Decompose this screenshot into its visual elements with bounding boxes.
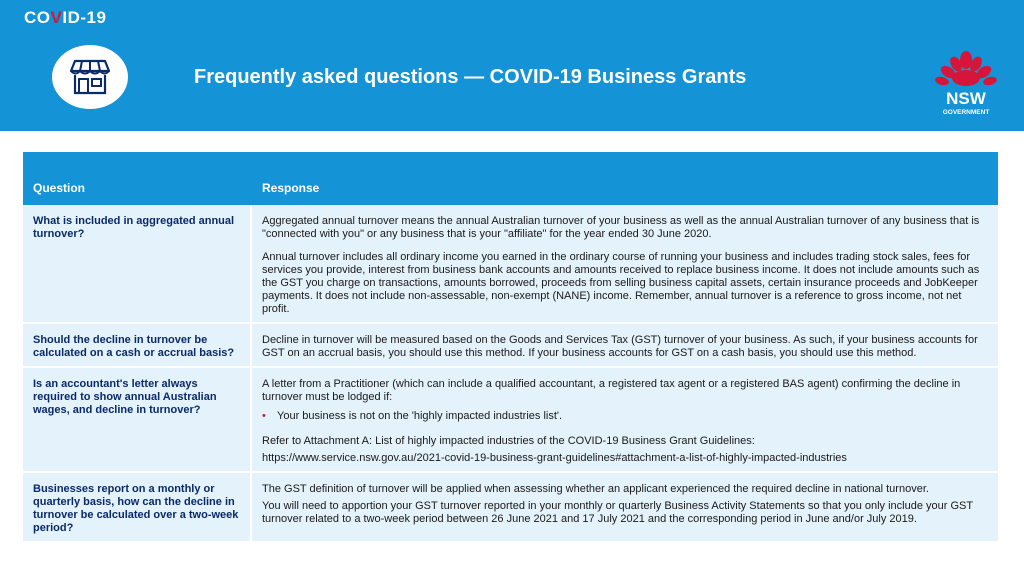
storefront-icon [52,45,128,109]
response-paragraph: Refer to Attachment A: List of highly impacted industries of the COVID-19 Business Grant Guidelines: [262,435,755,447]
table-row [23,473,998,543]
table-row [23,205,998,324]
bullet-icon: • [262,410,266,422]
question-cell: What is included in aggregated annual turnover? [23,205,252,322]
response-paragraph: Aggregated annual turnover means the annual Australian turnover of your business as well as the annual Australian turnover of any business that is "connected with you" or any business that is your "affiliate" for the year ended 30 June 2020. [262,215,980,240]
response-cell [252,368,998,471]
response-paragraph: Annual turnover includes all ordinary income you earned in the ordinary course of running your business and includes trading stock sales, fees for services you provide, interest from business bank accounts and amounts received to replace business income. It does not include amounts such as the GST you charge on transactions, amounts borrowed, proceeds from selling business capital assets, certain insurance proceeds and JobKeeper payments. It does not include non-assessable, non-exempt (NANE) income. Remember, annual turnover is a reference to gross income, not net profit. [262,251,980,315]
column-header-question: Question [33,181,86,195]
table-header [23,152,998,205]
column-header-response: Response [262,181,320,195]
page-header [0,0,1024,131]
faq-table [23,152,998,543]
response-cell [252,324,998,366]
bullet-item [262,410,986,423]
svg-text:NSW: NSW [946,89,986,108]
guidelines-link[interactable]: https://www.service.nsw.gov.au/2021-covid-19-business-grant-guidelines#attachment-a-list-of-highly-impacted-industries [262,452,847,464]
question-cell: Businesses report on a monthly or quarterly basis, how can the decline in turnover be calculated over a two-week period? [23,473,252,541]
response-paragraph: You will need to apportion your GST turnover reported in your monthly or quarterly Business Activity Statements so that you only include your GST turnover related to a two-week period between 26 June 2021 and 17 July 2021 and the corresponding period in June and/or July 2019. [262,500,973,525]
covid-19-brand: COVID-19 [24,8,107,27]
response-cell [252,205,998,322]
response-paragraph: A letter from a Practitioner (which can include a qualified accountant, a registered tax agent or a registered BAS agent) confirming the decline in turnover must be lodged if: [262,378,961,403]
question-cell: Should the decline in turnover be calculated on a cash or accrual basis? [23,324,252,366]
page-title: Frequently asked questions — COVID-19 Business Grants [194,66,747,88]
response-cell [252,473,998,541]
response-paragraph: Decline in turnover will be measured based on the Goods and Services Tax (GST) turnover of your business. As such, if your business accounts for GST on an accrual basis, you should use this method. If your business accounts for GST on a cash basis, you should use this method. [262,334,978,359]
nsw-government-logo [930,50,1002,118]
bullet-text: Your business is not on the 'highly impacted industries list'. [277,410,563,422]
table-row [23,324,998,368]
svg-text:GOVERNMENT: GOVERNMENT [942,109,990,116]
response-paragraph: The GST definition of turnover will be applied when assessing whether an applicant experienced the required decline in national turnover. [262,483,929,495]
question-cell: Is an accountant's letter always required to show annual Australian wages, and decline in turnover? [23,368,252,471]
table-row [23,368,998,473]
